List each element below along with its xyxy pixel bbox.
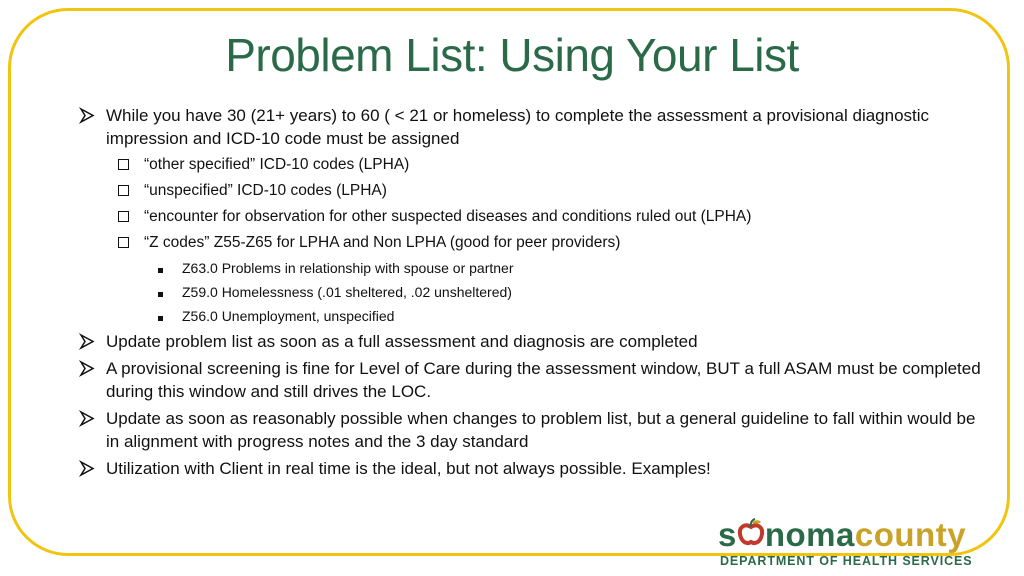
logo-wordmark (718, 516, 966, 554)
apple-icon (737, 516, 765, 554)
square-bullet-icon (158, 258, 163, 278)
checkbox-bullet-icon (118, 232, 129, 255)
bullet-item (78, 258, 993, 278)
bullet-text: “other specified” ICD-10 codes (LPHA) (144, 156, 410, 173)
logo-department: DEPARTMENT OF HEALTH SERVICES (720, 554, 973, 568)
bullet-text: Update as soon as reasonably possible when changes to problem list, but a general guideline to fall within would be in alignment with progress notes and the 3 day standard (106, 409, 976, 451)
bullet-item (78, 282, 993, 302)
bullet-item (78, 407, 993, 453)
bullet-text: “Z codes” Z55-Z65 for LPHA and Non LPHA (good for peer providers) (144, 234, 621, 251)
bullet-text: Z56.0 Unemployment, unspecified (182, 308, 395, 324)
bullet-item (78, 104, 993, 150)
square-bullet-icon (158, 306, 163, 326)
arrow-bullet-icon (78, 457, 98, 486)
logo-word-county: county (854, 516, 967, 553)
checkbox-bullet-icon (118, 206, 129, 229)
bullet-list (78, 104, 993, 484)
bullet-item (78, 306, 993, 326)
arrow-bullet-icon (78, 330, 98, 359)
bullet-item (78, 180, 993, 202)
bullet-item (78, 232, 993, 254)
bullet-item (78, 330, 993, 353)
bullet-text: While you have 30 (21+ years) to 60 ( < 21 or homeless) to complete the assessment a provisional diagnostic impression and ICD-10 code must be assigned (106, 106, 930, 148)
bullet-text: A provisional screening is fine for Level of Care during the assessment window, BUT a full ASAM must be completed during this window and still drives the LOC. (106, 359, 981, 401)
bullet-text: “unspecified” ICD-10 codes (LPHA) (144, 182, 387, 199)
arrow-bullet-icon (78, 357, 98, 386)
sonoma-county-logo (718, 516, 1018, 572)
bullet-text: Utilization with Client in real time is the ideal, but not always possible. Examples! (106, 459, 711, 478)
arrow-bullet-icon (78, 407, 98, 436)
square-bullet-icon (158, 282, 163, 302)
bullet-text: Update problem list as soon as a full assessment and diagnosis are completed (106, 332, 698, 351)
logo-letter-s: s (718, 516, 737, 553)
bullet-item (78, 154, 993, 176)
bullet-text: Z59.0 Homelessness (.01 sheltered, .02 unsheltered) (182, 284, 512, 300)
bullet-text: “encounter for observation for other suspected diseases and conditions ruled out (LPHA) (144, 208, 752, 225)
slide-title: Problem List: Using Your List (225, 29, 799, 81)
logo-word-noma: noma (764, 516, 855, 553)
bullet-item (78, 357, 993, 403)
bullet-item (78, 206, 993, 228)
bullet-item (78, 457, 993, 480)
checkbox-bullet-icon (118, 180, 129, 203)
checkbox-bullet-icon (118, 154, 129, 177)
bullet-text: Z63.0 Problems in relationship with spouse or partner (182, 260, 514, 276)
arrow-bullet-icon (78, 104, 98, 133)
